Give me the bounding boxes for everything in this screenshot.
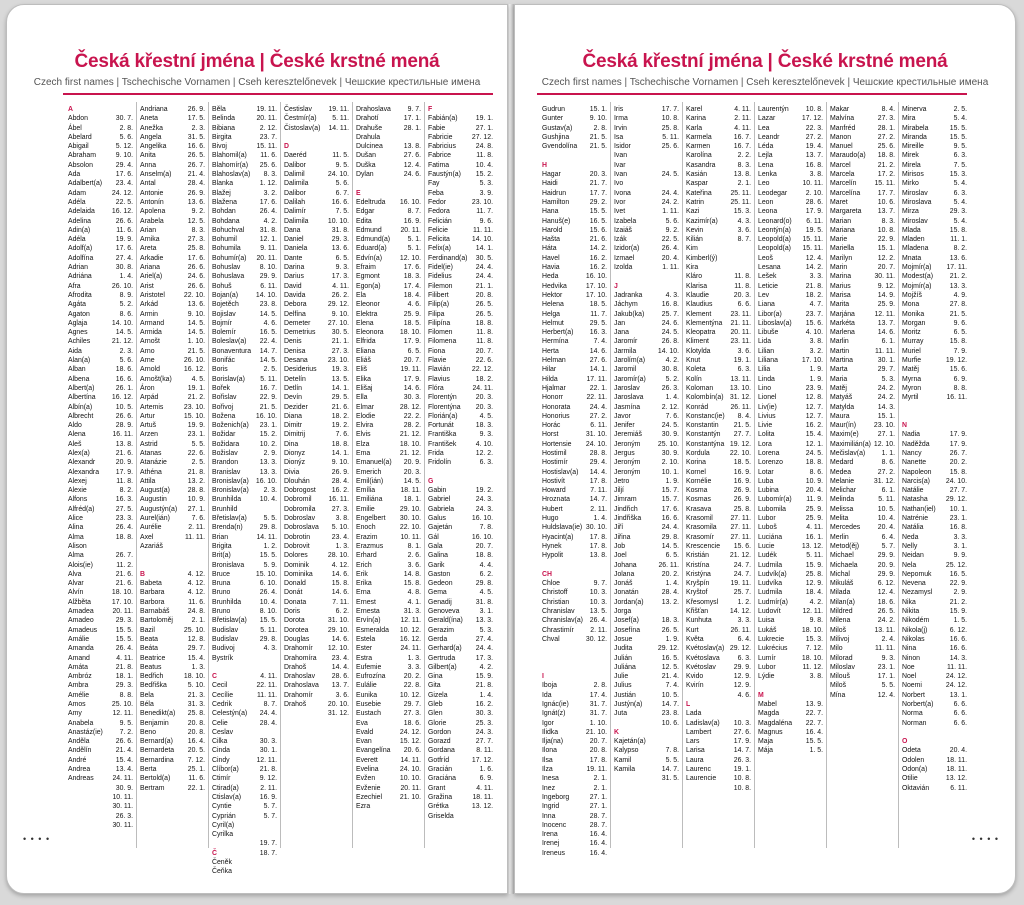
- left-page-extra: [6, 4, 506, 892]
- name-column: [539, 102, 611, 857]
- dates-list: 4. 11. 2. 11. 4. 11. 16. 7. 16. 7. 2. 2. 8. 3. 13. 8. 2. 1. 25. 11. 25. 11. 15. 3. 4. 3. 3. 6. 8. 7. 11. 8. 11. 8. 20. 3. 6. 6. 23. 11. 21. 11. 20. 11. 23. 11. 3. 6. 19. 1. 6. 3. 13. 11. 13. 10. 31. 12. 26. 11. 8. 4. 21. 5. 27. 7. 19. 12. 22. 10. 18. 5. 16. 9. 16. 9. 26. 9. 26. 9. 25. 8. 27. 11. 27. 11. 27. 11. 15. 6. 21. 12. 24. 7. 24. 7. 19. 11. 25. 7. 1. 2. 14. 12. 3. 3. 26. 11. 6. 4. 29. 12. 6. 3. 29. 9. 12. 9. 12. 9. 4. 6. 10. 3. 27. 6. 17. 9. 14. 7. 26. 3. 19. 1. 10. 8. 10. 8.: [729, 106, 751, 792]
- names-list: Andriana Aneta Anežka Angela Angelika Anita Anna Anselm(a) Antal Antonie Antonín Apolena Arabela Arian Arnika Areta Arkadie Ariana Ariel(a) Arist Aristotel Arkád Armin Armand Armida Arnošt Arno Arne Arnold Arnošt(ka) Áron Arpád Artemis Artur Artuš Arzen Astrid Atanas Atanázie Athéna Attila August(a) Augustin Augustýn(a) Aurel(ián) Aurélie Axel Azariáš B Babeta Barbara Barbora Barnabáš Bartoloměj Bazil Beata Beáta Beatrice Beatus Bedřich Bedřiška Bela Béla Benedikt(a) Benjamin Beno Bernard(a) Bernardeta Bernardina Berta Bertold(a) Bertram: [140, 106, 178, 792]
- dates-list: 17. 7. 10. 8. 25. 8. 5. 11. 25. 6. 24. 5. 24. 4. 24. 2. 1. 11. 5. 6. 9. 2. 22. 5. 26. 4. 20. 4. 1. 11. 4. 3. 16. 8. 25. 7. 24. 6. 24. 5. 26. 8. 14. 10. 4. 2. 30. 8. 5. 2. 26. 3. 1. 4. 2. 12. 7. 6. 24. 5. 30. 9. 25. 10. 30. 9. 2. 10. 10. 1. 1. 9. 15. 7. 15. 7. 17. 6. 16. 6. 24. 4. 29. 8. 14. 5. 6. 5. 26. 11. 20. 2. 1. 4. 28. 4. 13. 2. 18. 3. 26. 5. 1. 9. 29. 12. 16. 5. 12. 5. 21. 4. 7. 4. 10. 5. 14. 7. 23. 8. 10. 6. 7. 8. 5. 5. 14. 7. 31. 5.: [657, 106, 679, 783]
- name-column: [827, 102, 899, 848]
- dates-list: 2. 5. 5. 4. 15. 5. 15. 5. 9. 5. 6. 3. 7. 5. 15. 3. 5. 4. 6. 3. 5. 4. 29. 3. 5. 4. 15. 8. 11. 1. 8. 2. 13. 6. 17. 11. 21. 2. 13. 3. 4. 9. 27. 8. 21. 5. 9. 6. 6. 5. 15. 8. 7. 9. 19. 12. 15. 6. 6. 9. 8. 8. 16. 11. 17. 9. 17. 9. 26. 7. 20. 2. 15. 8. 24. 10. 27. 7. 29. 12. 10. 1. 23. 1. 16. 8. 3. 3. 3. 1. 9. 9. 25. 12. 16. 5. 22. 9. 2. 9. 21. 2. 15. 9. 1. 5. 6. 12. 16. 6. 16. 6. 14. 3. 11. 11. 24. 12. 24. 12. 13. 1. 6. 6. 6. 6. 6. 6. 20. 4. 18. 11. 18. 11. 13. 12. 6. 11.: [945, 106, 967, 792]
- name-columns: [539, 102, 970, 857]
- names-list: Karel Karina Karla Karmela Karmen Karolína Kasandra Kasián Kaspar Kateřina Katrin Kazi Kazimír(a) Kevin Kilián Kim Kimberl(ý) Kira Kláro Klarisa Klaudie Klaudius Klement Klementýna Kleopatra Kliment Klotylda Knut Koleta Kolín Koloman Kolombín(a) Konrád Konstanc(ie) Konstantin Konstantýn Konstantýna Kordula Korina Kornel Kornélie Kosma Kosmas Krasava Krasomil Krasomila Krasomír Krescencie Kristián Kristína Kristýna Kryšpín Kryštof Křesomysl Křišťan Kunhuta Kurt Květa Kvétoslav(a) Kvétoslava Kvétoslav Kvido Kvirín L Lada Ladislav(a) Lambert Lars Larisa Laura Laurenc Laurencie: [686, 106, 725, 783]
- dates-list: 15. 1. 9. 10. 2. 8. 21. 5. 21. 5. 20. 3. 21. 7. 17. 7. 29. 2. 15. 5. 16. 5. 15. 6. 21. 6. 14. 2. 16. 2. 16. 2. 16. 10. 17. 10. 17. 10. 18. 5. 11. 7. 29. 5. 16. 3. 7. 4. 14. 6. 27. 6. 14. 1. 17. 11. 22. 1. 22. 11. 24. 4. 27. 2. 6. 11. 31. 10. 24. 10. 28. 8. 29. 4. 14. 4. 17. 8. 7. 11. 14. 7. 2. 11. 1. 4. 30. 10. 17. 8. 17. 8. 13. 8. 9. 7. 10. 3. 10. 3. 13. 5. 26. 4. 2. 11. 30. 12. 2. 8. 17. 4. 31. 7. 31. 7. 1. 10. 21. 10. 20. 7. 20. 8. 17. 8. 19. 11. 2. 1. 2. 1. 27. 1. 27. 1. 28. 7. 28. 7. 16. 4. 16. 4. 16. 4.: [585, 106, 607, 857]
- page-subtitle: Czech first names | Tschechische Vornamen | Cseh keresztelőnevek | Чешские крестильные имена: [541, 77, 989, 88]
- title-rule: [537, 93, 967, 95]
- name-column: [755, 102, 827, 848]
- dates-list: 9. 7. 17. 1. 28. 1. 13. 8. 27. 6. 12. 4. 24. 6. 16. 10. 8. 7. 16. 9. 20. 11. 5. 1. 5. 1. 12. 10. 17. 6. 18. 3. 17. 4. 18. 4. 4. 6. 25. 9. 18. 5. 18. 10. 17. 9. 6. 5. 20. 7. 19. 11. 17. 9. 14. 6. 30. 3. 28. 12. 22. 2. 28. 2. 21. 12. 18. 10. 21. 12. 20. 9. 20. 3. 14. 5. 18. 11. 18. 1. 29. 10. 30. 10. 22. 10. 10. 11. 8. 1. 2. 6. 3. 6. 14. 8. 15. 8. 4. 8. 4. 1. 31. 3. 12. 11. 10. 12. 16. 12. 24. 11. 1. 3. 3. 3. 20. 2. 22. 8. 10. 12. 29. 7. 27. 3. 18. 6. 24. 12. 15. 12. 20. 6. 14. 11. 24. 10. 10. 10. 20. 11. 21. 10.: [399, 106, 421, 801]
- dates-list: 19. 1. 27. 1. 27. 12. 24. 8. 11. 8. 10. 4. 15. 2. 5. 3. 3. 9. 23. 10. 11. 7. 9. 6. 11. 11. 14. 10. 14. 1. 30. 5. 24. 4. 24. 4. 21. 1. 20. 8. 26. 5. 26. 5. 18. 8. 11. 8. 11. 8. 20. 7. 22. 6. 22. 12. 18. 2. 24. 11. 20. 3. 20. 3. 4. 5. 18. 3. 9. 3. 4. 10. 12. 2. 6. 3. 19. 2. 24. 3. 24. 3. 16. 10. 7. 8. 16. 10. 20. 7. 18. 8. 4. 4. 6. 2. 29. 8. 4. 5. 31. 8. 3. 1. 13. 3. 5. 3. 27. 4. 24. 4. 17. 3. 4. 2. 15. 9. 21. 8. 1. 4. 16. 2. 30. 3. 25. 3. 24. 3. 27. 7. 8. 11. 17. 12. 1. 6. 6. 9. 4. 11. 18. 11. 13. 12.: [471, 115, 493, 811]
- names-list: Laurentýn Lazar Lea Leandr Léda Lejla Lena Lenka Leo Leodegar Leon Leona Leonard(o) Leontýn(a) Leopold(a) Leopold(a) Leoš Lesana Lešek Leticie Lev Liana Libor(a) Liboslav(a) Libuše Lida Lilian Liliana Lilia Linda Lino Lionel Liv(ie) Livius Livie Lolita Lora Lorena Lorenzo Lotar Luba Lubina Lubomír(a) Lubomila Lubor Luboš Luciána Lucie Ludék Ludmila Ludvík(a) Ludvíka Ludmila Ludmír(a) Ludovít Luisa Lukáš Lukrecie Lukrécius Lumír Lubor Lýdie M Mabel Magda Magdaléna Magnus Maja Mája: [758, 106, 793, 755]
- names-list: Gudrun Gunter Gustav(a) Gushjina Gvendolína H Hagar Haidi Haidrun Hamilton Hana Hanuš(e) Harold Hašta Háta Havel Havia Heda Hedvika Hektor Helena Helga Helmut Herbert(a) Hermína Herta Helman Hilar Hilda Hjalmar Honorr Honorata Honorius Horác Horst Hortensie Hostimil Hostimír Hostislav(a) Hostivít Howard Hroznata Hubert Hugo Huldslava(ie) Hyacint(a) Hynek Hypolit CH Chloe Christoff Christian Chranislav Chranislav(a) Chrastimír Chval I Iboja Ida Ignác(ie) Ignát(z) Igor Ilidka Ilja(na) Ilona Ilsa Ilza Inesa Inez Ingeborg Ingrid Inna Inocenc Irena Irenej Ireneus: [542, 106, 583, 857]
- dates-list: 30. 7. 2. 8. 5. 6. 5. 12. 9. 10. 29. 4. 17. 6. 23. 4. 24. 12. 22. 5. 16. 12. 26. 6. 11. 6. 19. 9. 17. 6. 27. 4. 30. 8. 1. 4. 26. 10. 8. 9. 5. 2. 8. 6. 14. 10. 14. 5. 21. 12. 2. 3. 5. 6. 18. 6. 16. 6. 26. 1. 16. 12. 10. 5. 26. 6. 28. 9. 16. 11. 13. 8. 21. 6. 20. 9. 17. 9. 11. 8. 8. 2. 16. 3. 27. 5. 23. 3. 26. 4. 18. 8. 26. 7. 11. 2. 21. 6. 21. 6. 18. 10. 17. 10. 20. 11. 29. 3. 15. 5. 15. 5. 26. 4. 4. 11. 21. 8. 18. 1. 29. 3. 8. 8. 25. 10. 12. 11. 9. 5. 7. 2. 26. 6. 21. 4. 15. 4. 13. 4. 24. 11. 30. 9. 10. 11. 30. 11. 26. 3. 30. 11.: [111, 115, 133, 829]
- binding-dots: • • • •: [971, 834, 999, 844]
- names-list: A Abdon Ábel Abelard Abigail Abraham Absolon Ada Adalbert(a) Adam Adéla Adelaida Adelina Adin(a) Adéla Adolf(a) Adolfína Adrian Adriána Afra Afrodita Agáta Agaton Aglaja Agnes Achiles Aida Alan(a) Alban Albena Albert(a) Albertína Albín(a) Albrecht Aldo Alena Aleš Alex(a) Alexandr Alexandra Alexej Alexie Alfons Alfréd(a) Alice Alina Alma Alison Alma Alois(ie) Alva Alvar Alvín Alžběta Amadea Amadeo Amadeus Amálie Amanda Amand Amáta Ambróz Ambra Amélie Amos Amy Anabela Anastáz(ie) Anděla Andělín André Andrea Andreas: [68, 106, 103, 783]
- right-page: [514, 4, 1016, 894]
- names-list: Běla Belinda Bibiana Birgita Bivoj Blahomil(a) Blahomír(a) Blahoslav(a) Blanka Blažej Blažena Bohdan Bohdana Bohuchval Bohumil Bohumila Bohumír(a) Bohuslav Bohuslava Bohuš Bojan(a) Bojetěch Bojislav Bojmír Bolemír Boleslav(a) Bonaventura Bonifác Boris Borislav(a) Bořek Bořislav Bořivoj Božena Boženich(a) Božidar Božidara Božislav Brandon Branislav Bronislav(a) Bronislav(a) Brunhilda Brunhild Břetislav(a) Brenda(n) Brian Brigita Brit(a) Bronislava Bruce Bruna Bruno Brunhilda Bruno Břetislav(a) Budislav Budislav Budivoj Bystrík C Cecil Cecílie Cedrik Celestýn(a) Celie Ceslav Cilka Cinda Cindy Clíbor(a) Ctimír Ctirad(a) Ctislav(a) Cyntie Cyprián Cyril(a) Cyrilka Č Čeněk Čeňka: [212, 106, 252, 876]
- dates-list: 19. 11. 5. 11. 14. 11. 11. 5. 9. 5. 24. 10. 5. 6. 6. 7. 16. 6. 7. 5. 10. 10. 31. 8. 29. 3. 13. 6. 6. 5. 9. 3. 17. 3. 4. 11. 26. 2. 29. 12. 9. 10. 27. 10. 30. 5. 21. 1. 27. 3. 23. 10. 19. 3. 13. 5. 14. 1. 29. 5. 21. 6. 18. 2. 19. 2. 7. 6. 18. 8. 14. 1. 9. 10. 26. 9. 28. 4. 16. 2. 16. 11. 27. 3. 3. 8. 5. 10. 23. 4. 1. 3. 28. 10. 4. 12. 14. 6. 15. 8. 14. 6. 7. 11. 6. 2. 31. 10. 29. 10. 14. 6. 12. 10. 23. 4. 14. 4. 28. 6. 13. 7. 3. 6. 20. 10. 31. 12.: [327, 106, 349, 718]
- names-list: Drahoslava Drahotí Drahuše Drahula Dulcinea Dušan Duška Dylan E Edeltruda Edgar Edita Edmund Edmund(a) Eduard(a) Edvín(a) Efraim Egmont Egon(a) Ela Eleonor Elektra Elena Eleonora Elfrida Eliana Eliáš Eliš Elika Elišaj Ella Elmar Elodie Elvira Elvis Elza Ema Emanuel(a) Emerich Emil(ián) Emília Emiliána Emilie Engelbert Enoch Erazim Erazmus Erhard Erich Erik Erika Erna Ernest Ernesta Ervín(a) Esmeralda Estela Ester Estra Eufemie Eufrozína Eulálie Eunika Eusebie Eustach Eva Evald Evan Evangelína Everett Evelina Evžen Evženie Ezechiel Ezra: [356, 106, 392, 811]
- name-column: [683, 102, 755, 848]
- names-list: Iris Irma Irvin Isa Isidor Ivan Ivar Ivan Ivo Ivona Ivor Ivet Izabela Izaiáš Izák Izidor(a) Izmael Izolda J Jadranka Jáchym Jakub(ka) Jan Jana Jaromír Jarmila Jarolím(a) Jaromil Jaromír(a) Jaroslav Jaroslava Jasmína Javor Jenifer Jeremiáš Jeroným Jergus Jeroným Jeroným Jetro Jiljí Jimram Jindřich Jindřiška Jiří Jiřina Job Joel Johana Jolana Jonáš Jonatán Jordan(a) Jorga Josef(a) Josefína Josue Judita Julián Juliána Julie Julius Justián Justýn(a) Juta K Kajetán(a) Kalypso Kamil Kamila: [614, 106, 646, 774]
- dates-list: 26. 9. 17. 5. 2. 3. 31. 5. 16. 6. 26. 5. 26. 7. 21. 4. 28. 4. 26. 9. 13. 6. 9. 2. 12. 5. 8. 3. 27. 3. 25. 8. 17. 6. 26. 6. 24. 6. 26. 6. 22. 10. 13. 6. 9. 10. 14. 5. 14. 5. 1. 10. 21. 5. 26. 10. 16. 12. 4. 5. 19. 1. 21. 2. 23. 10. 15. 10. 19. 9. 23. 1. 5. 5. 22. 6. 2. 5. 21. 8. 13. 2. 28. 8. 10. 9. 27. 1. 7. 6. 2. 11. 11. 11. 4. 12. 4. 12. 4. 12. 11. 6. 24. 8. 2. 1. 25. 10. 12. 8. 29. 7. 15. 4. 1. 3. 18. 10. 5. 10. 21. 3. 31. 3. 25. 8. 20. 8. 20. 8. 16. 4. 20. 5. 7. 12. 25. 1. 11. 6. 22. 1.: [183, 106, 205, 792]
- names-list: F Fabián(a) Fabie Fabricie Fabricius Fabrice Fatima Faustýn(a) Fay Feba Fedor Fedora Felicián Felicie Felicita Felix(a) Ferdinand(a) Fidel(ie) Fidelius Filemon Filibert Filip(a) Filipa Filipína Filomen Filomena Fiona Flavie Flavián Flavius Flóra Florentýn Florentýna Florián(a) Fortunát Františka František Frida Fridolín G Gabin Gabriel Gabriela Galus Gajetán Gál Gala Galina Garik Gaston Gedeon Gema Genadij Genoveva Gerald(ína) Gerazim Gerda Gerhard(a) Gertruda Gilbert(a) Gina Gita Gizela Gleb Glen Glorie Gordon Gorazd Gordana Gotfríd Gracián Graciána Grant Gražina Grétka Griselda: [428, 106, 468, 820]
- names-list: Makar Malvína Manfréd Manon Manuel Maraudo(a) Marcel Marcela Marcelín Marcelína Maret Margareta Marian Mariana Marie Mariella Marilyn Marin Marina Marius Marisa Marita Marjána Markéta Marlena Marlin Martin Martina Marta Maria Matěj Matyáš Matylda Maura Maur(ín) Maxim(e) Maximilián(a) Mečislav(a) Medard Medea Melanie Melichar Melinda Melissa Melita Mercedes Merlin Metod(ěj) Michael Michaela Michal Mikuláš Milada Milan(a) Mildred Milena Miloš Milivoj Milo Milorad Miloslav Milouš Miloš Mína: [830, 106, 871, 699]
- dates-list: 10. 8. 17. 12. 22. 3. 27. 2. 19. 4. 13. 7. 16. 8. 3. 8. 10. 11. 2. 10. 28. 6. 17. 9. 6. 11. 19. 5. 15. 11. 15. 11. 12. 4. 14. 2. 3. 3. 21. 8. 18. 2. 4. 7. 23. 7. 15. 6. 4. 10. 3. 8. 3. 2. 17. 10. 1. 9. 1. 9. 23. 9. 12. 8. 12. 7. 12. 7. 16. 2. 15. 4. 12. 1. 24. 5. 18. 8. 8. 6. 10. 9. 20. 4. 11. 9. 25. 9. 25. 9. 4. 11. 16. 1. 13. 12. 5. 11. 15. 9. 25. 8. 12. 9. 18. 4. 4. 2. 12. 11. 9. 8. 18. 10. 15. 3. 7. 12. 18. 10. 11. 12. 3. 8. 13. 9. 22. 7. 22. 7. 16. 4. 15. 5. 1. 5.: [801, 106, 823, 755]
- names-list: Čestislav Čestmír(a) Čistoslav(a) D Daeréd Dalibor Dalimil Dalimila Dalibor Dalilah Dalimír Dalimila Dana Daniel Daniela Dante Darina Darius David Davida Debora Delfína Demeter Demetrius Denis Denisa Desana Desiderius Detelín Detlín Devín Dezider Diana Dimitr Dimitrij Dina Dionyz Dionýz Divia Dlouhán Dobrogost Dobromil Dobromila Dobroslav Dobroslava Dobrotin Dobrovit Dolores Dominik Dominika Donald Donát Donata Doris Dorota Dorotea Douglas Drahomír Drahomíra Drahoš Drahoslav Drahoslava Drahomír Drahoš: [284, 106, 321, 708]
- dates-list: 8. 4. 27. 3. 28. 1. 27. 2. 25. 6. 18. 8. 21. 2. 17. 2. 15. 11. 17. 7. 10. 6. 13. 7. 8. 3. 10. 8. 22. 9. 15. 1. 12. 2. 20. 7. 30. 11. 9. 12. 14. 9. 25. 9. 12. 11. 13. 7. 14. 6. 6. 1. 11. 11. 30. 1. 29. 7. 5. 3. 24. 2. 24. 2. 14. 3. 15. 1. 23. 10. 27. 1. 12. 10. 1. 1. 8. 6. 27. 2. 31. 12. 6. 1. 5. 11. 10. 5. 10. 4. 20. 4. 6. 4. 5. 7. 29. 9. 20. 9. 29. 9. 6. 12. 12. 4. 18. 6. 26. 5. 24. 2. 13. 11. 2. 4. 11. 11. 9. 3. 23. 1. 17. 1. 5. 5. 12. 4.: [873, 106, 895, 699]
- page-subtitle: Czech first names | Tschechische Vornamen | Cseh keresztelőnevek | Чешские крестильные имена: [33, 77, 481, 88]
- name-column: [611, 102, 683, 848]
- page-title: Česká křestní jména | České krstné mená: [74, 51, 440, 72]
- dates-list: 19. 11. 20. 11. 2. 12. 23. 7. 15. 11. 11. 6. 25. 6. 8. 3. 1. 12. 3. 2. 17. 6. 26. 4. 4. 2. 31. 8. 12. 1. 9. 11. 20. 11. 8. 10. 29. 9. 6. 11. 14. 10. 23. 8. 14. 5. 4. 6. 16. 5. 22. 4. 14. 7. 14. 5. 2. 5. 5. 11. 16. 7. 22. 9. 21. 5. 16. 10. 23. 1. 15. 2. 10. 2. 2. 9. 13. 3. 13. 3. 16. 10. 2. 3. 10. 4. 5. 5. 29. 8. 14. 11. 1. 2. 15. 5. 5. 9. 15. 10. 6. 10. 26. 4. 10. 4. 8. 10. 15. 5. 5. 11. 29. 8. 4. 3. 4. 11. 22. 11. 11. 11. 8. 7. 24. 4. 28. 4. 30. 3. 30. 1. 12. 11. 21. 8. 9. 12. 2. 11. 16. 9. 5. 7. 5. 7. 19. 7. 18. 7.: [255, 106, 277, 857]
- binding-dots: • • • •: [23, 834, 51, 844]
- name-column: [899, 102, 970, 848]
- page-title: Česká křestní jména | České krstné mená: [582, 51, 948, 72]
- names-list: Minerva Mira Mirabela Miranda Mireille Mirek Mirela Mirisos Mirko Miroslav Miroslava Mirza Miroslav Mlada Mladen Mladena Mnata Mojmír(a) Modest(a) Mojmír(a) Mojžíš Mona Monika Morgan Moritz Murray Muriel Murfie Matěj Myrna Myron Myrtil N Nadia Naděžda Nancy Nanette Napoleon Narcis(a) Natálie Natasha Nathan(iel) Natrénie Natália Neda Nelly Neidan Nela Nepomuk Nevena Nezamysl Nika Nikita Nikodém Nikola(j) Nikolas Nina Ninon Noe Noel Noemi Norbert Norbert(a) Norma Norman O Odeta Odolen Odon(a) Otilie Oktavián: [902, 106, 936, 792]
